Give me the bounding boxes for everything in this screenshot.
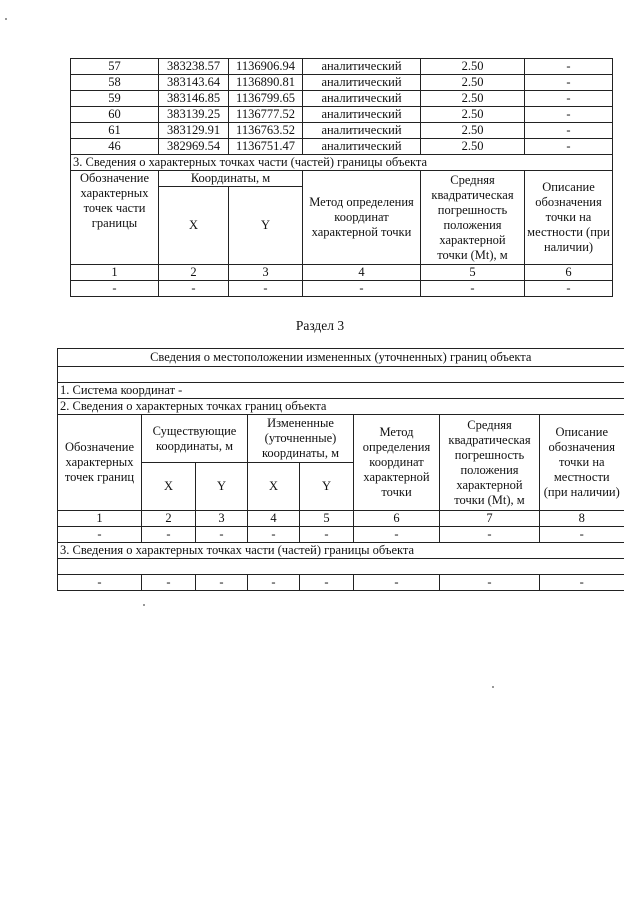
col-number: 1	[58, 511, 142, 527]
empty-cell: -	[196, 575, 248, 591]
title-row	[58, 349, 624, 367]
accuracy: 2.50	[421, 139, 525, 155]
table-row	[71, 107, 613, 123]
method: аналитический	[303, 59, 421, 75]
section3-title: 3. Сведения о характерных точках части (частей) границы объекта	[71, 155, 613, 171]
description: -	[525, 75, 613, 91]
empty-cell: -	[354, 575, 440, 591]
coord-system: 1. Система координат -	[58, 383, 624, 399]
empty-cell: -	[58, 575, 142, 591]
table-row	[71, 139, 613, 155]
header-changed: Измененные (уточненные) координаты, м	[248, 415, 354, 463]
column-numbers-row	[58, 511, 624, 527]
header-x: X	[159, 187, 229, 265]
coord-x: 383143.64	[159, 75, 229, 91]
header-accuracy: Средняя квадратическая погрешность положения характерной точки (Mt), м	[440, 415, 540, 511]
coord-y: 1136763.52	[229, 123, 303, 139]
empty-cell: -	[229, 281, 303, 297]
col-number: 3	[229, 265, 303, 281]
empty-cell: -	[440, 527, 540, 543]
points-table-body	[71, 59, 613, 297]
scan-speck	[492, 686, 494, 688]
point-number: 59	[71, 91, 159, 107]
header-row	[71, 171, 613, 187]
blank-cell	[58, 559, 624, 575]
table-row	[71, 281, 613, 297]
point-number: 46	[71, 139, 159, 155]
empty-cell: -	[248, 527, 300, 543]
coord-y: 1136890.81	[229, 75, 303, 91]
section-title-row	[58, 399, 624, 415]
point-number: 61	[71, 123, 159, 139]
method: аналитический	[303, 75, 421, 91]
header-coordinates: Координаты, м	[159, 171, 303, 187]
header-designation: Обозначение характерных точек границ	[58, 415, 142, 511]
point-number: 57	[71, 59, 159, 75]
empty-cell: -	[540, 575, 624, 591]
empty-cell: -	[540, 527, 624, 543]
empty-cell: -	[196, 527, 248, 543]
accuracy: 2.50	[421, 59, 525, 75]
section-title-row	[58, 543, 624, 559]
empty-cell: -	[248, 575, 300, 591]
method: аналитический	[303, 139, 421, 155]
col-number: 8	[540, 511, 624, 527]
coord-x: 382969.54	[159, 139, 229, 155]
col-number: 2	[142, 511, 196, 527]
column-numbers-row	[71, 265, 613, 281]
empty-cell: -	[300, 575, 354, 591]
section-heading: Раздел 3	[295, 318, 345, 333]
header-accuracy: Средняя квадратическая погрешность положения характерной точки (Mt), м	[421, 171, 525, 265]
table-row	[58, 575, 624, 591]
method: аналитический	[303, 123, 421, 139]
header-row	[58, 415, 624, 463]
table-title: Сведения о местоположении измененных (уточненных) границ объекта	[58, 349, 624, 367]
col-number: 6	[354, 511, 440, 527]
empty-cell: -	[142, 527, 196, 543]
col-number: 4	[303, 265, 421, 281]
empty-cell: -	[58, 527, 142, 543]
coord-x: 383129.91	[159, 123, 229, 139]
col-number: 7	[440, 511, 540, 527]
empty-cell: -	[71, 281, 159, 297]
header-existing-y: Y	[196, 463, 248, 511]
table-row	[71, 123, 613, 139]
header-method: Метод определения координат характерной точки	[303, 171, 421, 265]
table-row	[71, 59, 613, 75]
empty-cell: -	[300, 527, 354, 543]
col-number: 1	[71, 265, 159, 281]
coord-x: 383146.85	[159, 91, 229, 107]
header-changed-y: Y	[300, 463, 354, 511]
section3-title: 3. Сведения о характерных точках части (частей) границы объекта	[58, 543, 624, 559]
header-description: Описание обозначения точки на местности (при наличии)	[540, 415, 624, 511]
spacer-row	[58, 559, 624, 575]
header-method: Метод определения координат характерной точки	[354, 415, 440, 511]
coord-x: 383139.25	[159, 107, 229, 123]
empty-cell: -	[142, 575, 196, 591]
accuracy: 2.50	[421, 123, 525, 139]
coord-y: 1136906.94	[229, 59, 303, 75]
col-number: 5	[421, 265, 525, 281]
col-number: 3	[196, 511, 248, 527]
coord-y: 1136777.52	[229, 107, 303, 123]
section2-title: 2. Сведения о характерных точках границ объекта	[58, 399, 624, 415]
coord-system-row	[58, 383, 624, 399]
empty-cell: -	[440, 575, 540, 591]
table-row	[71, 75, 613, 91]
description: -	[525, 123, 613, 139]
col-number: 2	[159, 265, 229, 281]
table-row	[71, 91, 613, 107]
section-title-row	[71, 155, 613, 171]
accuracy: 2.50	[421, 75, 525, 91]
accuracy: 2.50	[421, 107, 525, 123]
scan-speck	[143, 604, 145, 606]
description: -	[525, 139, 613, 155]
coord-x: 383238.57	[159, 59, 229, 75]
header-changed-x: X	[248, 463, 300, 511]
empty-cell: -	[159, 281, 229, 297]
changed-boundaries-table	[57, 348, 624, 591]
blank-cell	[58, 367, 624, 383]
col-number: 6	[525, 265, 613, 281]
empty-cell: -	[525, 281, 613, 297]
col-number: 5	[300, 511, 354, 527]
accuracy: 2.50	[421, 91, 525, 107]
scan-speck	[5, 18, 7, 20]
method: аналитический	[303, 107, 421, 123]
empty-cell: -	[421, 281, 525, 297]
point-number: 58	[71, 75, 159, 91]
header-y: Y	[229, 187, 303, 265]
points-table-continued	[70, 58, 613, 297]
table-row	[58, 527, 624, 543]
header-description: Описание обозначения точки на местности (при наличии)	[525, 171, 613, 265]
header-existing-x: X	[142, 463, 196, 511]
empty-cell: -	[354, 527, 440, 543]
description: -	[525, 107, 613, 123]
coord-y: 1136751.47	[229, 139, 303, 155]
col-number: 4	[248, 511, 300, 527]
header-designation: Обозначение характерных точек части границы	[71, 171, 159, 265]
coord-y: 1136799.65	[229, 91, 303, 107]
header-existing: Существующие координаты, м	[142, 415, 248, 463]
description: -	[525, 91, 613, 107]
description: -	[525, 59, 613, 75]
point-number: 60	[71, 107, 159, 123]
method: аналитический	[303, 91, 421, 107]
spacer-row	[58, 367, 624, 383]
empty-cell: -	[303, 281, 421, 297]
